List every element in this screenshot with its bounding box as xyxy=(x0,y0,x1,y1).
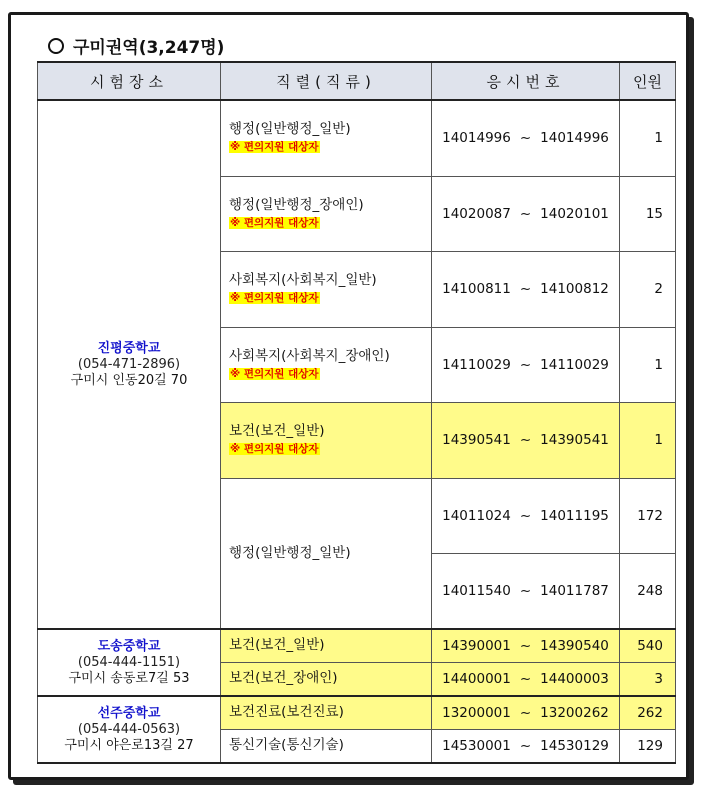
number-range-cell xyxy=(432,478,620,553)
number-range-cell xyxy=(432,696,620,729)
range-end: 14014996 xyxy=(540,130,609,147)
range-end: 14011195 xyxy=(540,507,609,524)
count-cell: 172 xyxy=(620,478,676,553)
range-end: 13200262 xyxy=(540,704,609,721)
venue-cell xyxy=(38,696,221,763)
range-tilde: ~ xyxy=(519,205,532,222)
range-start: 14011540 xyxy=(442,582,511,599)
count-cell: 262 xyxy=(620,696,676,729)
accommodation-note: ※ 편의지원 대상자 xyxy=(230,141,319,154)
range-tilde: ~ xyxy=(519,130,532,147)
position-label: 보건(보건_장애인) xyxy=(229,670,338,687)
number-range-cell xyxy=(432,327,620,402)
number-range-cell xyxy=(432,553,620,629)
range-tilde: ~ xyxy=(519,704,532,721)
count-cell: 1 xyxy=(620,402,676,478)
position-cell xyxy=(221,662,432,696)
position-cell xyxy=(221,402,432,478)
table-row xyxy=(38,696,676,729)
venue-cell xyxy=(38,629,221,696)
position-label: 통신기술(통신기술) xyxy=(229,737,344,754)
range-start: 13200001 xyxy=(442,704,511,721)
header-position: 직렬(직류) xyxy=(221,62,432,100)
position-cell xyxy=(221,327,432,402)
range-start: 14100811 xyxy=(442,281,511,297)
position-cell xyxy=(221,696,432,729)
number-range-cell xyxy=(432,100,620,176)
range-start: 14530001 xyxy=(442,737,511,754)
header-venue: 시험장소 xyxy=(38,62,221,100)
position-cell xyxy=(221,629,432,662)
number-range-cell xyxy=(432,662,620,696)
range-end: 14530129 xyxy=(540,737,609,754)
count-cell: 15 xyxy=(620,176,676,251)
position-label: 행정(일반행정_장애인) xyxy=(229,196,364,213)
accommodation-note: ※ 편의지원 대상자 xyxy=(230,216,319,229)
school-name: 도송중학교 xyxy=(97,638,161,654)
range-tilde: ~ xyxy=(519,507,532,524)
section-title: 구미권역(3,247명) xyxy=(73,38,225,58)
position-label: 보건(보건_일반) xyxy=(229,423,325,439)
accommodation-note: ※ 편의지원 대상자 xyxy=(230,292,319,304)
range-end: 14400003 xyxy=(540,670,609,687)
range-end: 14011787 xyxy=(540,582,609,599)
position-cell xyxy=(221,176,432,251)
table-header-row xyxy=(38,62,676,100)
accommodation-note: ※ 편의지원 대상자 xyxy=(230,443,319,455)
range-end: 14020101 xyxy=(540,205,609,222)
school-phone: (054-444-0563) xyxy=(77,721,181,737)
range-start: 14390541 xyxy=(442,432,511,448)
header-count: 인원 xyxy=(620,62,676,100)
position-cell xyxy=(221,251,432,327)
count-cell: 1 xyxy=(620,100,676,176)
number-range-cell xyxy=(432,251,620,327)
count-cell: 129 xyxy=(620,729,676,763)
number-range-cell xyxy=(432,402,620,478)
circle-bullet-icon xyxy=(48,38,64,54)
count-cell: 1 xyxy=(620,327,676,402)
school-address: 구미시 인동20길 70 xyxy=(70,372,188,388)
range-start: 14014996 xyxy=(442,130,511,147)
range-tilde: ~ xyxy=(519,582,532,599)
position-label: 사회복지(사회복지_일반) xyxy=(229,272,377,288)
venue-cell xyxy=(38,100,221,629)
range-end: 14390540 xyxy=(540,637,609,654)
position-label: 사회복지(사회복지_장애인) xyxy=(229,347,390,364)
section-heading xyxy=(48,33,224,58)
table-row xyxy=(38,100,676,176)
school-phone: (054-444-1151) xyxy=(77,654,181,670)
position-label: 행정(일반행정_일반) xyxy=(229,121,351,138)
range-start: 14390001 xyxy=(442,637,511,654)
school-name: 진평중학교 xyxy=(97,340,161,356)
exam-venue-table xyxy=(37,61,676,764)
range-tilde: ~ xyxy=(519,637,532,654)
count-cell: 248 xyxy=(620,553,676,629)
table-row xyxy=(38,629,676,662)
range-end: 14100812 xyxy=(540,281,609,297)
position-cell xyxy=(221,100,432,176)
range-start: 14110029 xyxy=(442,356,511,373)
number-range-cell xyxy=(432,729,620,763)
school-address: 구미시 송동로7길 53 xyxy=(68,670,190,686)
range-tilde: ~ xyxy=(519,356,532,373)
position-label: 보건진료(보건진료) xyxy=(229,704,344,721)
school-address: 구미시 야은로13길 27 xyxy=(64,737,194,753)
count-cell: 540 xyxy=(620,629,676,662)
accommodation-note: ※ 편의지원 대상자 xyxy=(230,367,319,380)
header-number: 응시번호 xyxy=(432,62,620,100)
number-range-cell xyxy=(432,176,620,251)
range-start: 14400001 xyxy=(442,670,511,687)
count-cell: 3 xyxy=(620,662,676,696)
range-start: 14011024 xyxy=(442,507,511,524)
range-tilde: ~ xyxy=(519,670,532,687)
range-tilde: ~ xyxy=(519,281,532,297)
count-cell: 2 xyxy=(620,251,676,327)
school-phone: (054-471-2896) xyxy=(77,356,181,372)
range-tilde: ~ xyxy=(519,737,532,754)
range-tilde: ~ xyxy=(519,432,532,448)
range-end: 14110029 xyxy=(540,356,609,373)
position-label: 보건(보건_일반) xyxy=(229,637,325,654)
range-end: 14390541 xyxy=(540,432,609,448)
number-range-cell xyxy=(432,629,620,662)
school-name: 선주중학교 xyxy=(97,705,161,721)
position-label: 행정(일반행정_일반) xyxy=(229,544,351,561)
position-cell xyxy=(221,478,432,629)
position-cell xyxy=(221,729,432,763)
range-start: 14020087 xyxy=(442,205,511,222)
